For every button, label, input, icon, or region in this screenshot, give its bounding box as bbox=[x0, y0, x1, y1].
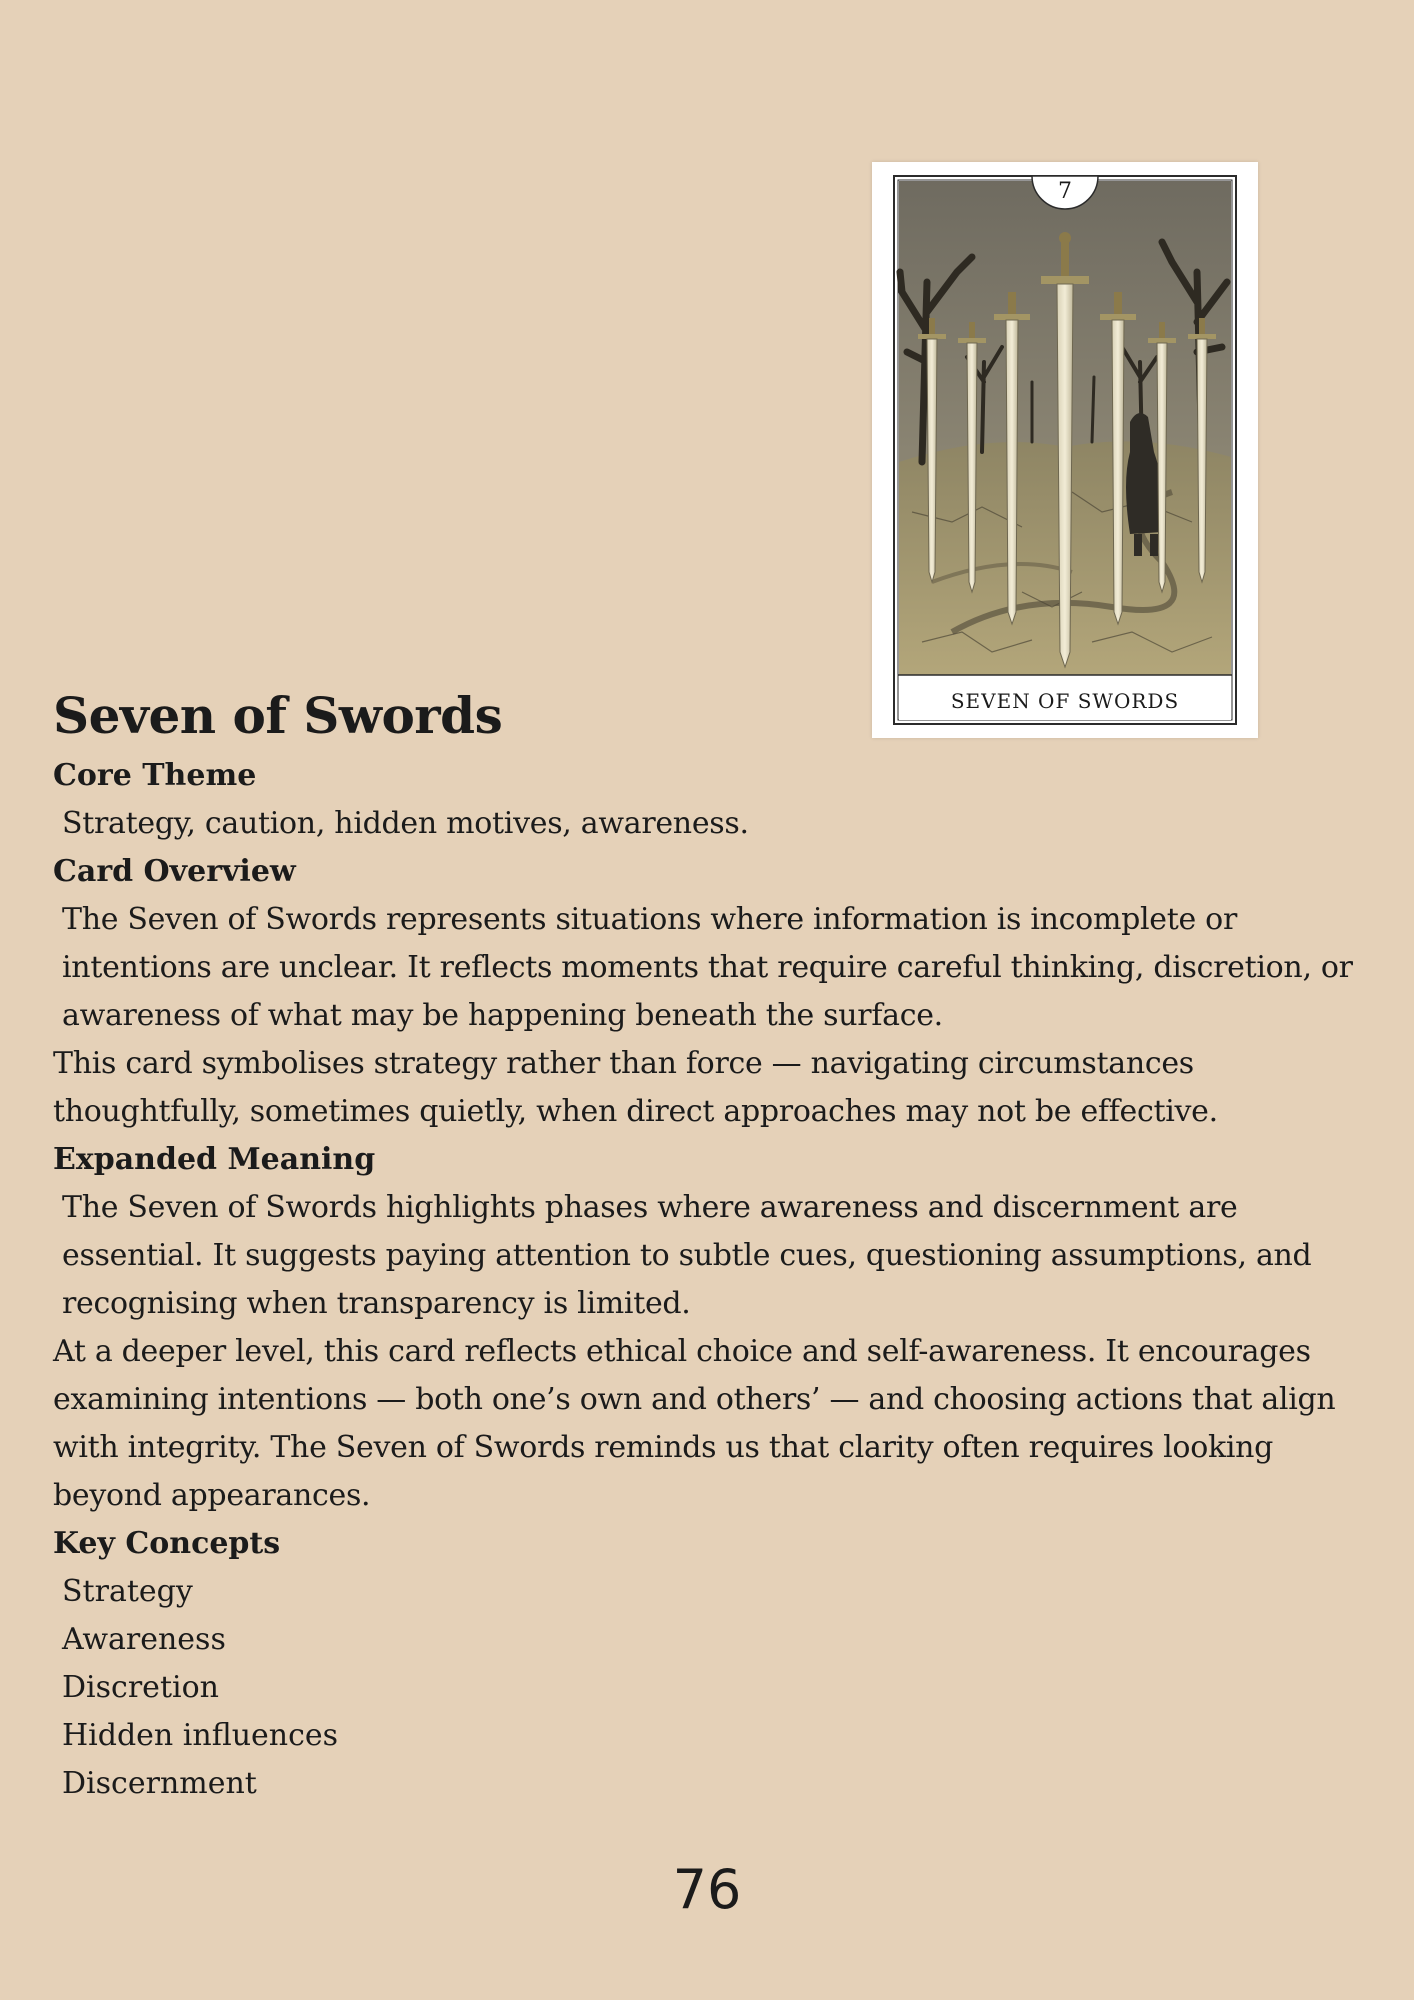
list-item: Hidden influences bbox=[62, 1718, 339, 1753]
card-overview-paragraph: This card symbolises strategy rather than force — navigating circumstances thoughtfully, sometimes quietly, when direct approaches may not be effective. bbox=[53, 1046, 1218, 1129]
page-title: Seven of Swords bbox=[53, 686, 503, 745]
expanded-meaning-paragraph: The Seven of Swords highlights phases where awareness and discernment are essential. It suggests paying attention to subtle cues, questioning assumptions, and recognising when transparency is limited. bbox=[62, 1190, 1312, 1321]
expanded-meaning-paragraph: At a deeper level, this card reflects ethical choice and self-awareness. It encourages examining intentions — both one’s own and others’ — and choosing actions that align with integrity. The Seven of Swords reminds us that clarity often requires looking beyond appearances. bbox=[53, 1334, 1336, 1513]
card-number: 7 bbox=[1058, 179, 1072, 204]
key-concepts-list bbox=[53, 1568, 1373, 1808]
list-item: Awareness bbox=[62, 1622, 226, 1657]
list-item: Strategy bbox=[62, 1574, 193, 1609]
card-description bbox=[53, 680, 1373, 1808]
key-concepts-heading: Key Concepts bbox=[53, 1526, 281, 1561]
core-theme-heading: Core Theme bbox=[53, 758, 257, 793]
tarot-card-illustration bbox=[872, 162, 1258, 738]
tarot-card-image bbox=[872, 162, 1258, 738]
card-overview-heading: Card Overview bbox=[53, 854, 296, 889]
card-caption: SEVEN OF SWORDS bbox=[950, 689, 1180, 713]
list-item: Discretion bbox=[62, 1670, 219, 1705]
card-overview-paragraph: The Seven of Swords represents situations where information is incomplete or intentions are unclear. It reflects moments that require careful thinking, discretion, or awareness of what may be happening beneath the surface. bbox=[62, 902, 1353, 1033]
list-item: Discernment bbox=[62, 1766, 257, 1801]
page-number: 76 bbox=[672, 1858, 742, 1921]
expanded-meaning-heading: Expanded Meaning bbox=[53, 1142, 376, 1177]
core-theme-text: Strategy, caution, hidden motives, awareness. bbox=[62, 806, 749, 841]
